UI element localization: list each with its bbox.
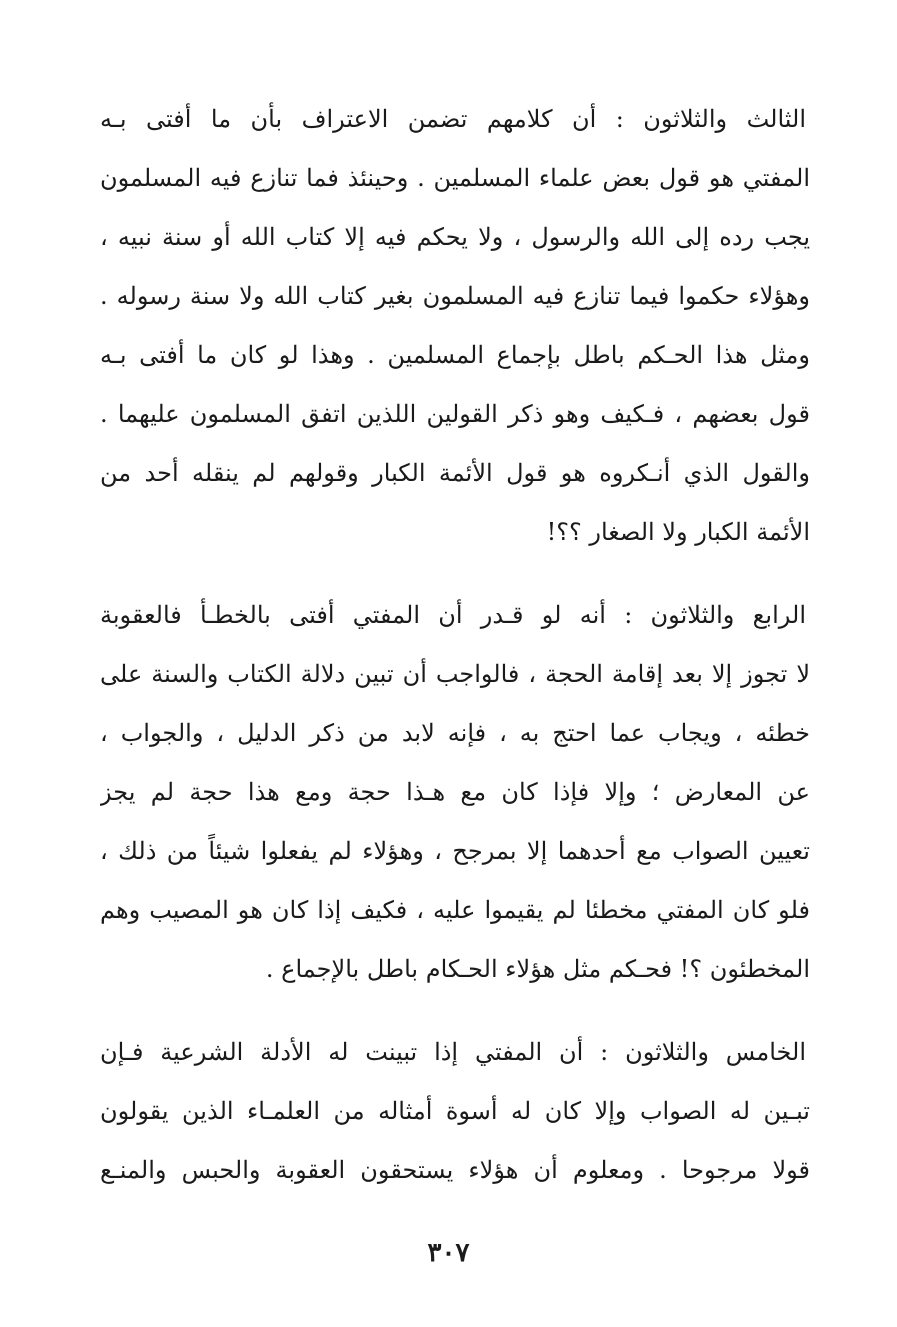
text-line: الأئمة الكبار ولا الصغار ؟؟! [546, 518, 810, 546]
text-line: تبـين له الصواب وإلا كان له أسوة أمثاله من العلمـاء الذين يقولون [100, 1097, 810, 1125]
text-line: خطئه ، ويجاب عما احتج به ، فإنه لابد من ذكر الدليل ، والجواب ، [100, 719, 810, 747]
text-line: ومثل هذا الحـكم باطل بإجماع المسلمين . وهذا لو كان ما أفتى بـه [100, 341, 810, 369]
text-line: المخطئون ؟! فحـكم مثل هؤلاء الحـكام باطل بالإجماع . [265, 955, 810, 983]
text-line: وهؤلاء حكموا فيما تنازع فيه المسلمون بغير كتاب الله ولا سنة رسوله . [100, 282, 810, 310]
text-line: قولا مرجوحا . ومعلوم أن هؤلاء يستحقون العقوبة والحبس والمنـع [100, 1156, 810, 1184]
text-line: قول بعضهم ، فـكيف وهو ذكر القولين اللذين اتفق المسلمون عليهما . [100, 400, 810, 428]
text-line: عن المعارض ؛ وإلا فإذا كان مع هـذا حجة ومع هذا حجة لم يجز [100, 778, 810, 806]
text-line: والقول الذي أنـكروه هو قول الأئمة الكبار وقولهم لم ينقله أحد من [100, 459, 810, 487]
paragraph-35 [100, 1023, 810, 1200]
text-line: لا تجوز إلا بعد إقامة الحجة ، فالواجب أن تبين دلالة الكتاب والسنة على [100, 660, 810, 688]
text-line: الرابع والثلاثون : أنه لو قـدر أن المفتي أفتى بالخطـأ فالعقوبة [100, 601, 806, 629]
text-line: الثالث والثلاثون : أن كلامهم تضمن الاعتراف بأن ما أفتى بـه [100, 105, 806, 133]
text-line: الخامس والثلاثون : أن المفتي إذا تبينت له الأدلة الشرعية فـإن [100, 1038, 806, 1066]
text-line: فلو كان المفتي مخطئا لم يقيموا عليه ، فكيف إذا كان هو المصيب وهم [100, 896, 810, 924]
paragraph-34 [100, 586, 810, 999]
text-line: يجب رده إلى الله والرسول ، ولا يحكم فيه إلا كتاب الله أو سنة نبيه ، [100, 223, 810, 251]
paragraph-33 [100, 90, 810, 562]
page-number: ٣٠٧ [427, 1238, 470, 1268]
text-line: المفتي هو قول بعض علماء المسلمين . وحينئذ فما تنازع فيه المسلمون [100, 164, 810, 192]
text-line: تعيين الصواب مع أحدهما إلا بمرجح ، وهؤلاء لم يفعلوا شيئاً من ذلك ، [100, 837, 810, 865]
